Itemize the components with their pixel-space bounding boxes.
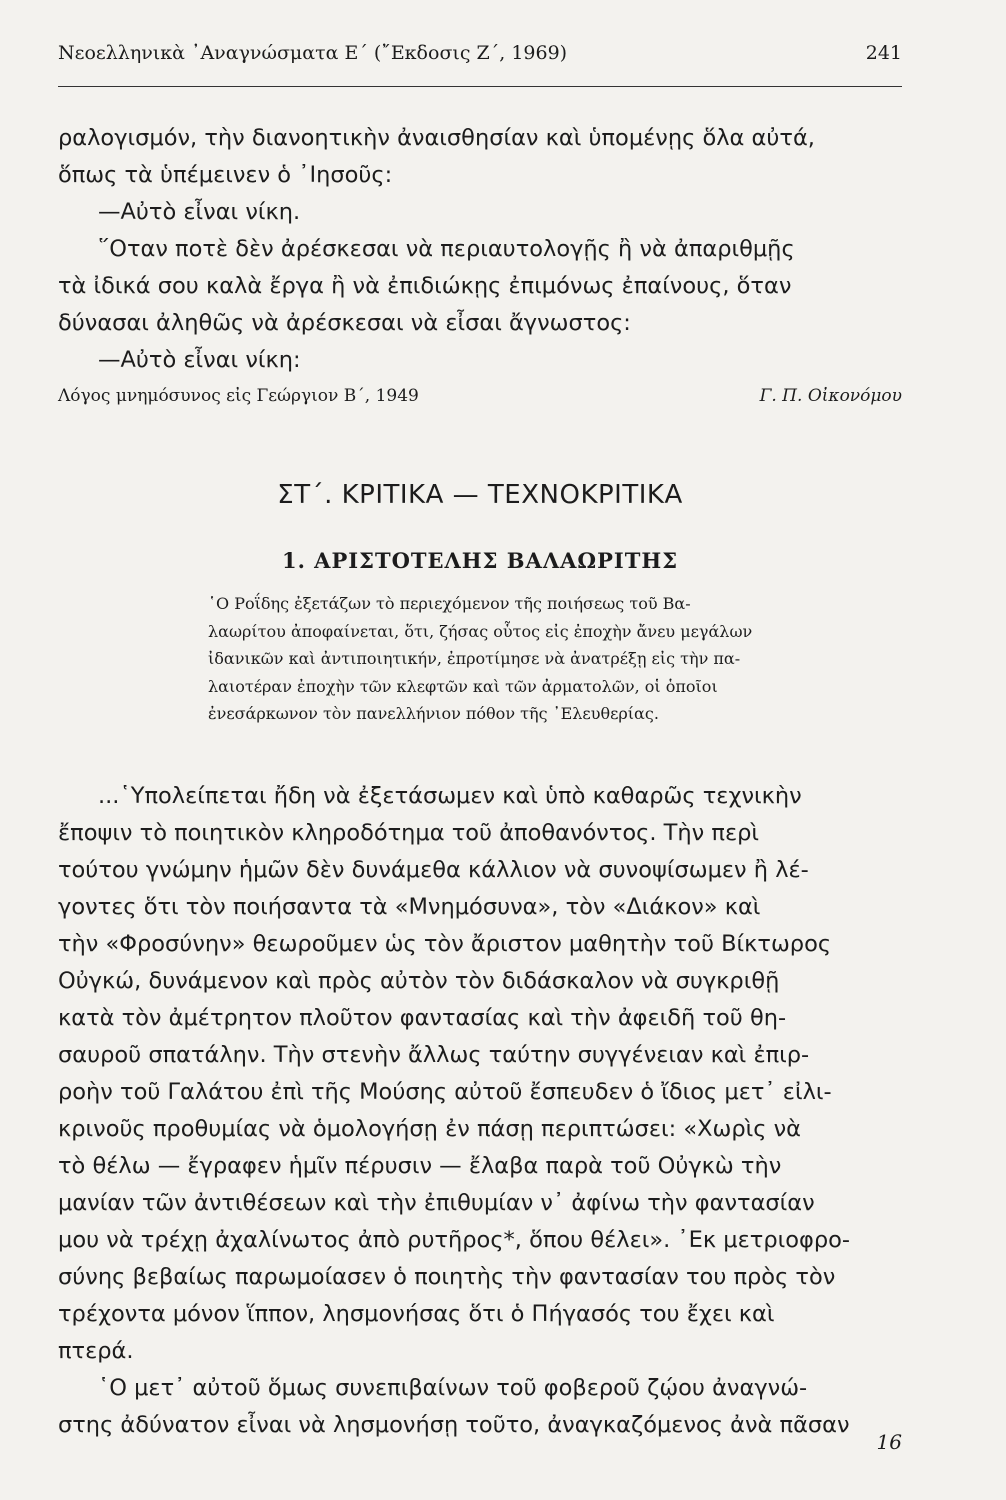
text-line: τὸ θέλω — ἔγραφεν ἡμῖν πέρυσιν — ἔλαβα παρὰ τοῦ Οὐγκὼ τὴν <box>58 1153 782 1179</box>
text-line: στης ἀδύνατον εἶναι νὰ λησμονήσῃ τοῦτο, ἀναγκαζόμενος ἀνὰ πᾶσαν <box>58 1412 850 1438</box>
signature-mark: 16 <box>876 1430 902 1454</box>
text-line: σαυροῦ σπατάλην. Τὴν στενὴν ἄλλως ταύτην συγγένειαν καὶ ἐπιρ- <box>58 1042 810 1068</box>
abstract-line: ἰδανικῶν καὶ ἀντιποιητικήν, ἐπροτίμησε νὰ ἀνατρέξῃ εἰς τὴν πα- <box>208 649 741 668</box>
running-title: Νεοελληνικὰ ᾿Αναγνώσματα Ε΄ (῎Εκδοσις Ζ΄, 1969) <box>58 42 568 64</box>
text-line: μανίαν τῶν ἀντιθέσεων καὶ τὴν ἐπιθυμίαν ν᾿ ἀφίνω τὴν φαντασίαν <box>58 1190 815 1216</box>
abstract-line: ἐνεσάρκωνον τὸν πανελλήνιον πόθον τῆς ᾿Ελευθερίας. <box>208 704 659 723</box>
text-line: κατὰ τὸν ἀμέτρητον πλοῦτον φαντασίας καὶ τὴν ἀφειδῆ τοῦ θη- <box>58 1005 787 1031</box>
text-line: τὴν «Φροσύνην» θεωροῦμεν ὡς τὸν ἄριστον μαθητὴν τοῦ Βίκτωρος <box>58 931 832 957</box>
source-citation: Λόγος μνημόσυνος εἰς Γεώργιον Β΄, 1949 <box>58 386 419 406</box>
running-head <box>58 42 902 64</box>
chapter-subtitle: 1. ΑΡΙΣΤΟΤΕΛΗΣ ΒΑΛΑΩΡΙΤΗΣ <box>281 548 679 573</box>
text-line: ὅπως τὰ ὑπέμεινεν ὁ ᾿Ιησοῦς: <box>58 162 393 188</box>
author-name: Γ. Π. Οἰκονόμου <box>759 386 902 406</box>
text-line: Οὐγκώ, δυνάμενον καὶ πρὸς αὐτὸν τὸν διδάσκαλον νὰ συγκριθῇ <box>58 968 780 994</box>
page-number: 241 <box>865 42 902 64</box>
text-line: τρέχοντα μόνον ἵππον, λησμονήσας ὅτι ὁ Πήγασός του ἔχει καὶ <box>58 1301 775 1327</box>
header-rule <box>58 86 902 87</box>
text-line: σύνης βεβαίως παρωμοίασεν ὁ ποιητὴς τὴν φαντασίαν του πρὸς τὸν <box>58 1264 836 1290</box>
text-line: ῾Ο μετ᾿ αὐτοῦ ὅμως συνεπιβαίνων τοῦ φοβεροῦ ζῴου ἀναγνώ- <box>98 1375 808 1401</box>
text-line: —Αὐτὸ εἶναι νίκη: <box>98 347 301 373</box>
abstract-line: λαωρίτου ἀποφαίνεται, ὅτι, ζήσας οὗτος εἰς ἐποχὴν ἄνευ μεγάλων <box>208 621 753 641</box>
text-line: δύνασαι ἀληθῶς νὰ ἀρέσκεσαι νὰ εἶσαι ἄγνωστος: <box>58 310 631 336</box>
text-line: ροὴν τοῦ Γαλάτου ἐπὶ τῆς Μούσης αὐτοῦ ἔσπευδεν ὁ ἴδιος μετ᾿ εἰλι- <box>58 1079 832 1105</box>
text-line: γοντες ὅτι τὸν ποιήσαντα τὰ «Μνημόσυνα», τὸν «Διάκον» καὶ <box>58 894 761 920</box>
text-line: ῞Οταν ποτὲ δὲν ἀρέσκεσαι νὰ περιαυτολογῇς ἢ νὰ ἀπαριθμῇς <box>98 236 795 262</box>
text-line: τούτου γνώμην ἡμῶν δὲν δυνάμεθα κάλλιον νὰ συνοψίσωμεν ἢ λέ- <box>58 857 809 883</box>
text-line: ἔποψιν τὸ ποιητικὸν κληροδότημα τοῦ ἀποθανόντος. Τὴν περὶ <box>58 820 760 846</box>
text-line: κρινοῦς προθυμίας νὰ ὁμολογήσῃ ἐν πάσῃ περιπτώσει: «Χωρὶς νὰ <box>58 1116 802 1142</box>
main-text-block <box>58 778 902 1444</box>
abstract-line: λαιοτέραν ἐποχὴν τῶν κλεφτῶν καὶ τῶν ἀρματολῶν, οἱ ὁποῖοι <box>208 676 718 696</box>
text-line: μου νὰ τρέχῃ ἀχαλίνωτος ἀπὸ ρυτῆρος*, ὅπου θέλει». ᾿Εκ μετριοφρο- <box>58 1227 850 1253</box>
section-title: ΣΤ΄. ΚΡΙΤΙΚΑ — ΤΕΧΝΟΚΡΙΤΙΚΑ <box>277 480 683 510</box>
abstract-line: ῾Ο Ροΐδης ἐξετάζων τὸ περιεχόμενον τῆς ποιήσεως τοῦ Βα- <box>208 594 691 613</box>
text-line: —Αὐτὸ εἶναι νίκη. <box>98 199 301 225</box>
text-line: ...῾Υπολείπεται ἤδη νὰ ἐξετάσωμεν καὶ ὑπὸ καθαρῶς τεχνικὴν <box>98 783 802 809</box>
abstract-block <box>208 590 902 728</box>
source-signature <box>58 386 902 406</box>
text-line: ραλογισμόν, τὴν διανοητικὴν ἀναισθησίαν καὶ ὑπομένῃς ὅλα αὐτά, <box>58 125 815 151</box>
text-line: πτερά. <box>58 1338 134 1364</box>
continued-text-block <box>58 120 902 379</box>
text-line: τὰ ἰδικά σου καλὰ ἔργα ἢ νὰ ἐπιδιώκῃς ἐπιμόνως ἐπαίνους, ὅταν <box>58 273 792 299</box>
